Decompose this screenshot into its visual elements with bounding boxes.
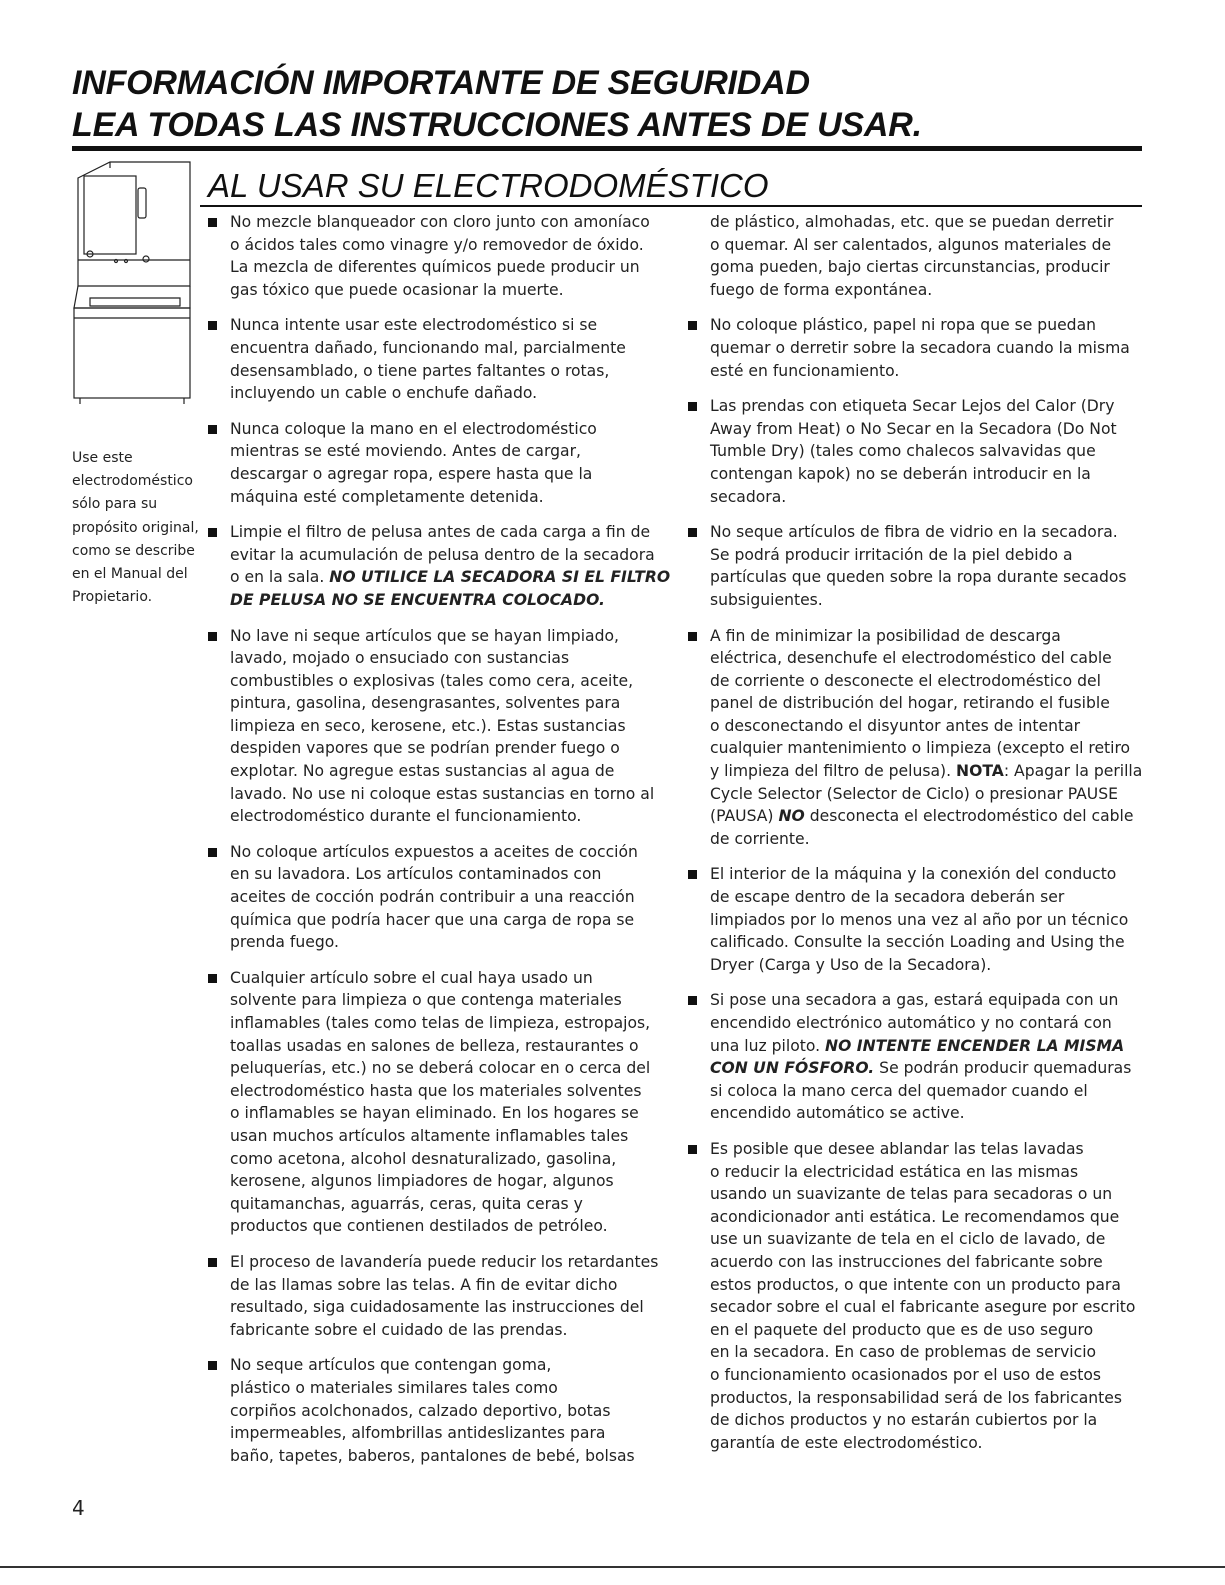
bullet-line: partículas que queden sobre la ropa durante secados: [710, 568, 1127, 587]
sidenote-line: sólo para su: [72, 496, 158, 513]
bullet-line: Si pose una secadora a gas, estará equipada con un: [710, 991, 1119, 1010]
bullet-line: de las llamas sobre las telas. A fin de evitar dicho: [230, 1275, 618, 1294]
bullet-square-icon: [208, 974, 217, 983]
bullet-line: panel de distribución del hogar, retirando el fusible: [710, 694, 1110, 713]
bullet-line: baño, tapetes, baberos, pantalones de bebé, bolsas: [230, 1446, 635, 1465]
bullet-item: [688, 989, 1148, 1125]
bullet-line: o funcionamiento ocasionados por el uso de estos: [710, 1365, 1102, 1384]
bullet-line: si coloca la mano cerca del quemador cuando el: [710, 1081, 1088, 1100]
bullet-square-icon: [208, 632, 217, 641]
bullet-line: o inflamables se hayan eliminado. En los hogares se: [230, 1104, 639, 1123]
bullet-line: Limpie el filtro de pelusa antes de cada carga a fin de: [230, 523, 651, 542]
footer-rule: [0, 1566, 1225, 1568]
sidenote-line: Propietario.: [72, 589, 153, 606]
bullet-line: productos que contienen destilados de petróleo.: [230, 1217, 608, 1236]
bullet-line: kerosene, algunos limpiadores de hogar, algunos: [230, 1172, 614, 1191]
bullet-line: contengan kapok) no se deberán introducir en la: [710, 464, 1091, 483]
bullet-text: o en la sala.: [230, 568, 330, 587]
bullet-line: acondicionador anti estática. Le recomendamos que: [710, 1207, 1120, 1226]
bullet-line: impermeables, alfombrillas antideslizantes para: [230, 1424, 606, 1443]
bullet-text: y limpieza del filtro de pelusa).: [710, 762, 957, 781]
bullet-line: subsiguientes.: [710, 590, 823, 609]
bullet-line: toallas usadas en salones de belleza, restaurantes o: [230, 1036, 639, 1055]
bullet-line: inflamables (tales como telas de limpieza, estropajos,: [230, 1014, 651, 1032]
bullet-line: aceites de cocción podrán contribuir a una reacción: [230, 888, 635, 907]
bullet-line: limpieza en seco, kerosene, etc.). Estas sustancias: [230, 716, 626, 735]
bullet-line: goma pueden, bajo ciertas circunstancias, producir: [710, 258, 1110, 277]
bullet-line: como acetona, alcohol desnaturalizado, gasolina,: [230, 1149, 617, 1168]
bullet-square-icon: [208, 1361, 217, 1370]
bullet-line: calificado. Consulte la sección Loading and Using the: [710, 933, 1125, 952]
bullet-line: encuentra dañado, funcionando mal, parcialmente: [230, 338, 626, 357]
sidenote-line: propósito original,: [72, 519, 199, 536]
bullet-line: acuerdo con las instrucciones del fabricante sobre: [710, 1252, 1103, 1271]
bullet-line: secador sobre el cual el fabricante asegure por escrito: [710, 1298, 1136, 1317]
bullet-item: [208, 967, 678, 1238]
bullet-line: en la secadora. En caso de problemas de servicio: [710, 1343, 1097, 1362]
bullet-line: corpiños acolchonados, calzado deportivo, botas: [230, 1401, 611, 1420]
bullet-line: explotar. No agregue estas sustancias al agua de: [230, 762, 615, 781]
bullet-line: Tumble Dry) (tales como chalecos salvavidas que: [710, 442, 1096, 461]
bullet-line: No coloque plástico, papel ni ropa que se puedan: [710, 316, 1097, 335]
bullet-line: No lave ni seque artículos que se hayan limpiado,: [230, 626, 619, 645]
bullet-line: lavado, mojado o ensuciado con sustancias: [230, 649, 570, 668]
bullet-line: No mezcle blanqueador con cloro junto con amoníaco: [230, 213, 650, 231]
bullet-text: Se podrán producir quemaduras: [874, 1059, 1132, 1078]
bullet-square-icon: [208, 218, 217, 227]
bullet-line: garantía de este electrodoméstico.: [710, 1433, 983, 1452]
bullet-line: secadora.: [710, 487, 787, 506]
bullet-line: de corriente o desconecte el electrodoméstico del: [710, 671, 1101, 690]
bullet-line: No coloque artículos expuestos a aceites de cocción: [230, 842, 638, 861]
continued-item: [688, 211, 1148, 301]
bullet-line: Nunca coloque la mano en el electrodoméstico: [230, 419, 597, 438]
bullet-line: limpiados por lo menos una vez al año por un técnico: [710, 910, 1129, 929]
bullet-line: A fin de minimizar la posibilidad de descarga: [710, 626, 1061, 645]
bullet-item: [688, 521, 1148, 611]
bullet-line: eléctrica, desenchufe el electrodoméstico del cable: [710, 649, 1112, 668]
bullet-item: [208, 625, 678, 828]
bullet-line: usan muchos artículos altamente inflamables tales: [230, 1126, 629, 1145]
bullet-line: electrodoméstico hasta que los materiales solventes: [230, 1081, 642, 1100]
bullet-line: pintura, gasolina, desengrasantes, solventes para: [230, 694, 621, 713]
bullet-line: solvente para limpieza o que contenga materiales: [230, 991, 622, 1010]
bullet-line: gas tóxico que puede ocasionar la muerte.: [230, 280, 564, 299]
bullet-line: de corriente.: [710, 829, 810, 848]
bullet-line: Nunca intente usar este electrodoméstico si se: [230, 316, 598, 335]
bullet-line: Las prendas con etiqueta Secar Lejos del Calor (Dry: [710, 397, 1115, 416]
bullet-item: [688, 395, 1148, 508]
bullet-line: El interior de la máquina y la conexión del conducto: [710, 865, 1117, 884]
bullet-item: [208, 1354, 678, 1467]
sidenote-line: Use este: [72, 450, 133, 466]
bullet-line: use un suavizante de tela en el ciclo de lavado, de: [710, 1230, 1106, 1249]
bullet-item: [688, 1138, 1148, 1454]
bullet-square-icon: [208, 425, 217, 434]
stacked-washer-dryer-illustration: [70, 158, 192, 406]
bullet-square-icon: [208, 848, 217, 857]
page-number: 4: [72, 1496, 85, 1520]
bullet-text: desconecta el electrodoméstico del cable: [804, 807, 1134, 826]
bullet-line: despiden vapores que se podrían prender fuego o: [230, 739, 620, 758]
bullet-line: lavado. No use ni coloque estas sustancias en torno al: [230, 784, 655, 803]
bullet-line: [710, 760, 1148, 783]
right-column: [688, 211, 1148, 1467]
bullet-line: Away from Heat) o No Secar en la Secadora (Do Not: [710, 419, 1117, 438]
bullet-line: combustibles o explosivas (tales como cera, aceite,: [230, 671, 634, 690]
bullet-square-icon: [688, 321, 697, 330]
bullet-line: No seque artículos que contengan goma,: [230, 1356, 552, 1375]
bullet-line: de plástico, almohadas, etc. que se puedan derretir: [710, 213, 1114, 231]
bullet-line: quitamanchas, aguarrás, ceras, quita ceras y: [230, 1194, 583, 1213]
bullet-square-icon: [688, 870, 697, 879]
bullet-line: encendido electrónico automático y no contará con: [710, 1014, 1112, 1032]
bullet-line: química que podría hacer que una carga de ropa se: [230, 910, 635, 929]
bullet-line: plástico o materiales similares tales como: [230, 1378, 558, 1397]
bullet-line: mientras se esté moviendo. Antes de cargar,: [230, 442, 581, 461]
bullet-line: [710, 805, 1148, 828]
bullet-square-icon: [688, 996, 697, 1005]
bullet-square-icon: [688, 632, 697, 641]
bullet-line: productos, la responsabilidad será de los fabricantes: [710, 1388, 1122, 1407]
bullet-line: Cualquier artículo sobre el cual haya usado un: [230, 968, 593, 987]
bullet-line: Se podrá producir irritación de la piel debido a: [710, 545, 1073, 564]
bullet-line: de escape dentro de la secadora deberán ser: [710, 888, 1065, 907]
bullet-line: No seque artículos de fibra de vidrio en la secadora.: [710, 523, 1118, 542]
warning-emphasis: NO INTENTE ENCENDER LA MISMA: [825, 1036, 1125, 1055]
bullet-line: peluquerías, etc.) no se deberá colocar en o cerca del: [230, 1059, 651, 1078]
bullet-line: Dryer (Carga y Uso de la Secadora).: [710, 955, 992, 974]
bullet-line: o ácidos tales como vinagre y/o removedor de óxido.: [230, 235, 644, 254]
bullet-square-icon: [688, 528, 697, 537]
bullet-line: o reducir la electricidad estática en las mismas: [710, 1162, 1079, 1181]
bullet-square-icon: [688, 1145, 697, 1154]
bullet-item: [688, 314, 1148, 382]
bullet-square-icon: [688, 402, 697, 411]
bullet-item: [688, 625, 1148, 851]
bullet-line: descargar o agregar ropa, espere hasta que la: [230, 464, 593, 483]
bullet-line: o desconectando el disyuntor antes de intentar: [710, 716, 1081, 735]
bullet-line: esté en funcionamiento.: [710, 361, 900, 380]
section-rule: [200, 205, 1142, 207]
bullet-item: [208, 841, 678, 954]
bullet-line: [230, 566, 678, 589]
bullet-line: electrodoméstico durante el funcionamiento.: [230, 807, 582, 826]
bullet-item: [208, 1251, 678, 1341]
bullet-line: o quemar. Al ser calentados, algunos materiales de: [710, 235, 1112, 254]
bullet-line: fuego de forma expontánea.: [710, 280, 933, 299]
bullet-text: : Apagar la perilla: [1003, 762, 1143, 781]
left-column: [208, 211, 678, 1480]
bullet-line: quemar o derretir sobre la secadora cuando la misma: [710, 338, 1130, 357]
sidenote-line: como se describe: [72, 542, 195, 559]
bullet-line: Cycle Selector (Selector de Ciclo) o presionar PAUSE: [710, 784, 1118, 803]
note-label: NOTA: [956, 762, 1004, 781]
bullet-square-icon: [208, 321, 217, 330]
bullet-line: prenda fuego.: [230, 933, 339, 952]
page-title: [72, 62, 1152, 146]
bullet-line: fabricante sobre el cuidado de las prendas.: [230, 1320, 568, 1339]
warning-emphasis: NO UTILICE LA SECADORA SI EL FILTRO: [329, 568, 671, 587]
sidenote-line: en el Manual del: [72, 566, 188, 583]
bullet-text: una luz piloto.: [710, 1036, 826, 1055]
bullet-line: evitar la acumulación de pelusa dentro de la secadora: [230, 545, 655, 564]
bullet-line: en su lavadora. Los artículos contaminados con: [230, 865, 602, 884]
bullet-line: El proceso de lavandería puede reducir los retardantes: [230, 1252, 659, 1271]
bullet-item: [208, 314, 678, 404]
bullet-line: Es posible que desee ablandar las telas lavadas: [710, 1139, 1084, 1158]
sidenote: [72, 447, 204, 609]
bullet-square-icon: [208, 1258, 217, 1267]
bullet-line: incluyendo un cable o enchufe dañado.: [230, 384, 538, 403]
bullet-line: estos productos, o que intente con un producto para: [710, 1275, 1121, 1294]
bullet-line: máquina esté completamente detenida.: [230, 487, 544, 506]
section-heading: AL USAR SU ELECTRODOMÉSTICO: [208, 167, 769, 204]
bullet-item: [208, 521, 678, 611]
warning-emphasis: CON UN FÓSFORO.: [710, 1059, 875, 1078]
bullet-line: [710, 1035, 1148, 1058]
warning-emphasis: NO: [778, 807, 805, 826]
bullet-item: [688, 863, 1148, 976]
title-line-1: INFORMACIÓN IMPORTANTE DE SEGURIDAD: [72, 64, 810, 102]
bullet-line: [710, 1057, 1148, 1080]
sidenote-line: electrodoméstico: [72, 473, 193, 490]
bullet-text: (PAUSA): [710, 807, 779, 826]
bullet-line: resultado, siga cuidadosamente las instrucciones del: [230, 1298, 644, 1317]
bullet-line: de dichos productos y no estarán cubiertos por la: [710, 1411, 1098, 1430]
bullet-line: desensamblado, o tiene partes faltantes o rotas,: [230, 361, 610, 380]
bullet-line: cualquier mantenimiento o limpieza (excepto el retiro: [710, 739, 1131, 758]
bullet-item: [208, 418, 678, 508]
title-line-2: LEA TODAS LAS INSTRUCCIONES ANTES DE USAR.: [72, 106, 922, 144]
bullet-line: usando un suavizante de telas para secadoras o un: [710, 1185, 1113, 1204]
bullet-line: [230, 589, 678, 612]
bullet-square-icon: [208, 528, 217, 537]
bullet-line: en el paquete del producto que es de uso seguro: [710, 1320, 1094, 1339]
bullet-line: La mezcla de diferentes químicos puede producir un: [230, 258, 640, 277]
bullet-line: encendido automático se active.: [710, 1104, 965, 1123]
title-rule: [72, 146, 1142, 151]
warning-emphasis: DE PELUSA NO SE ENCUENTRA COLOCADO.: [230, 590, 605, 609]
bullet-item: [208, 211, 678, 301]
